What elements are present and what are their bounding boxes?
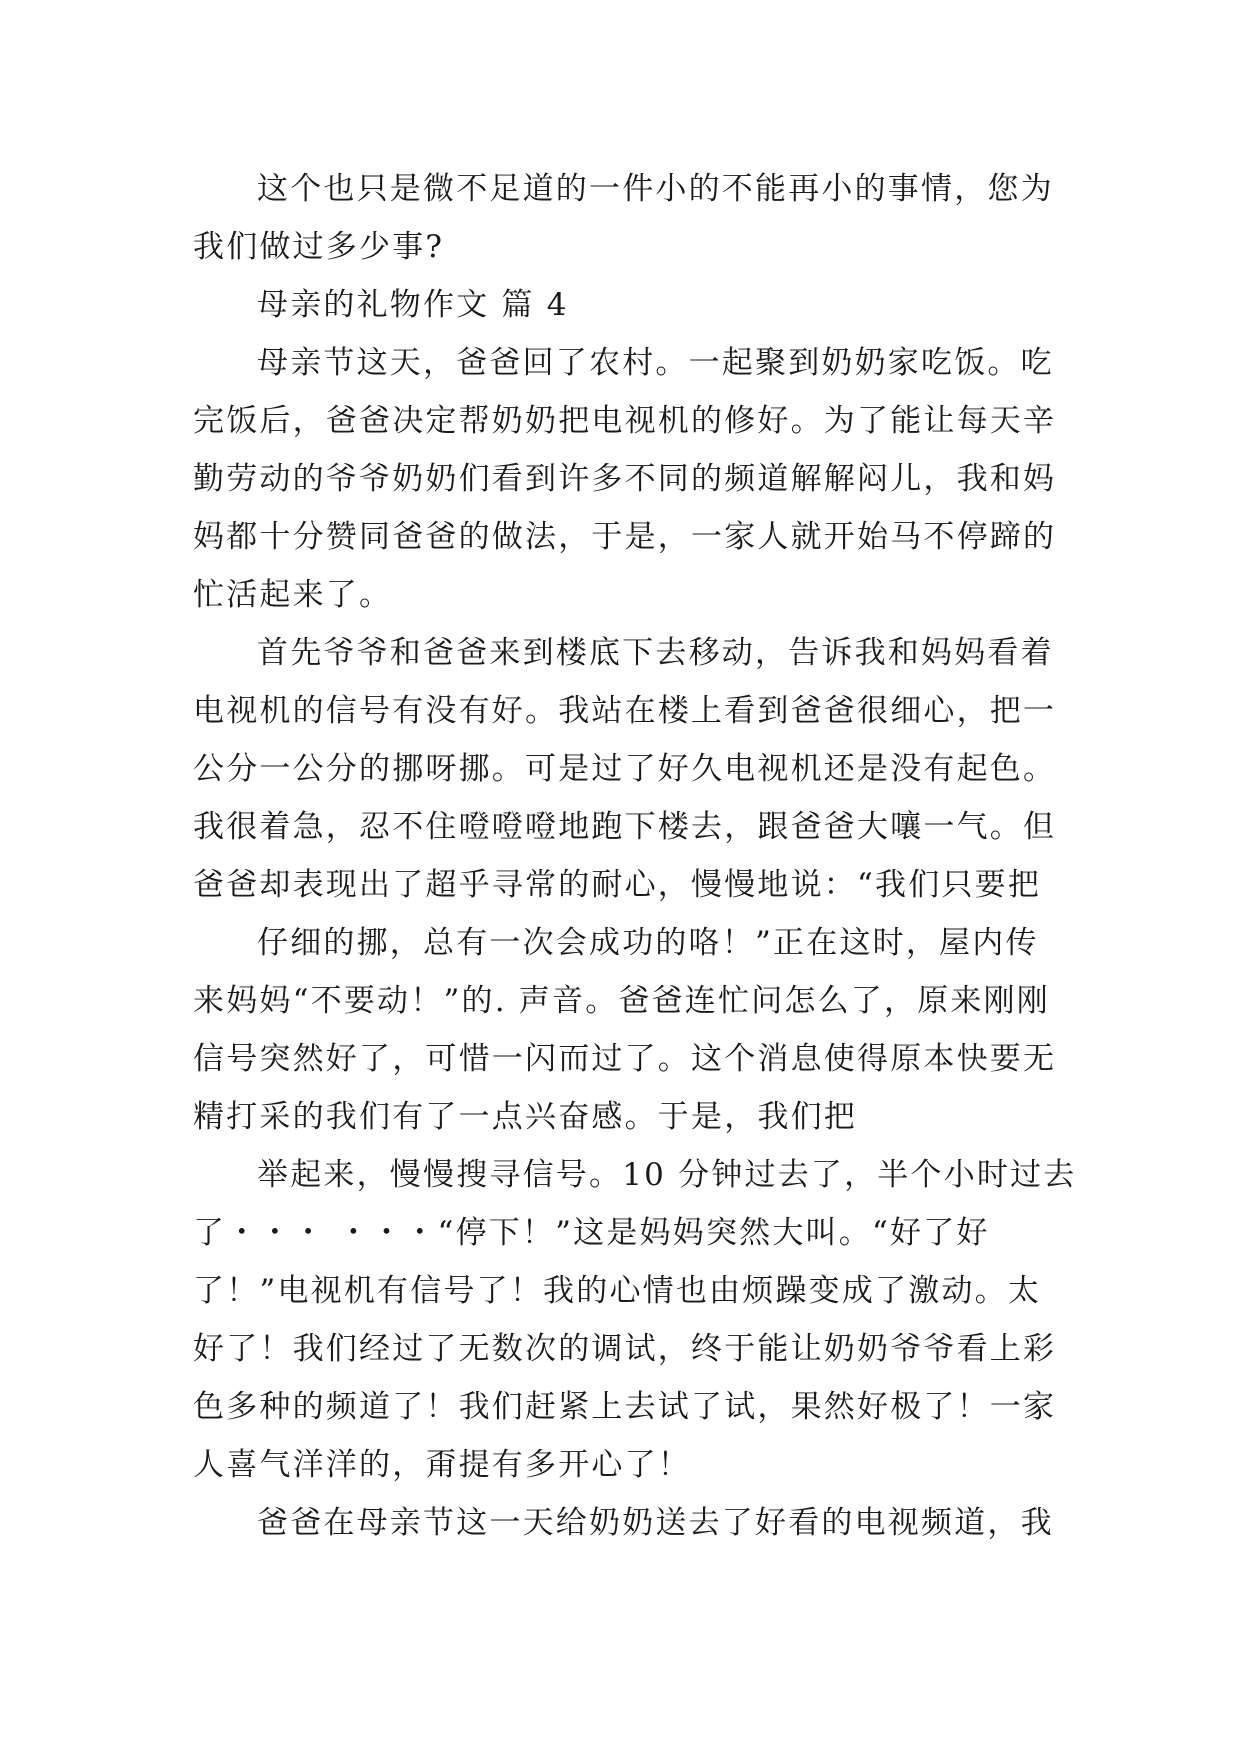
text-line: 妈都十分赞同爸爸的做法，于是，一家人就开始马不停蹄的 xyxy=(193,519,1057,555)
text-line: 忙活起来了。 xyxy=(193,577,393,613)
text-line: 了・・・ ・・・“停下！”这是妈妈突然大叫。“好了好 xyxy=(193,1215,990,1251)
text-line: 了！”电视机有信号了！我的心情也由烦躁变成了激动。太 xyxy=(193,1273,1042,1309)
text-line: 电视机的信号有没有好。我站在楼上看到爸爸很细心，把一 xyxy=(193,693,1057,729)
text-line: 我很着急，忍不住噔噔噔地跑下楼去，跟爸爸大嚷一气。但 xyxy=(193,809,1057,845)
text-line: 爸爸在母亲节这一天给奶奶送去了好看的电视频道，我 xyxy=(257,1505,1054,1541)
section-heading: 母亲的礼物作文 篇 4 xyxy=(257,287,569,323)
text-line: 我们做过多少事? xyxy=(193,229,445,265)
text-line: 爸爸却表现出了超乎寻常的耐心，慢慢地说：“我们只要把 xyxy=(193,867,1042,903)
text-line: 精打采的我们有了一点兴奋感。于是，我们把 xyxy=(193,1099,857,1135)
text-line: 信号突然好了，可惜一闪而过了。这个消息使得原本快要无 xyxy=(193,1041,1057,1077)
text-line: 勤劳动的爷爷奶奶们看到许多不同的频道解解闷儿，我和妈 xyxy=(193,461,1057,497)
text-line: 举起来，慢慢搜寻信号。10 分钟过去了，半个小时过去 xyxy=(257,1157,1077,1193)
text-line: 这个也只是微不足道的一件小的不能再小的事情，您为 xyxy=(257,171,1054,207)
text-line: 人喜气洋洋的，甭提有多开心了！ xyxy=(193,1447,691,1483)
text-line: 仔细的挪，总有一次会成功的咯！”正在这时，屋内传 xyxy=(257,925,1039,961)
text-line: 色多种的频道了！我们赶紧上去试了试，果然好极了！一家 xyxy=(193,1389,1057,1425)
text-line: 公分一公分的挪呀挪。可是过了好久电视机还是没有起色。 xyxy=(193,751,1057,787)
text-line: 来妈妈“不要动！”的. 声音。爸爸连忙问怎么了，原来刚刚 xyxy=(193,983,1051,1019)
text-line: 母亲节这天，爸爸回了农村。一起聚到奶奶家吃饭。吃 xyxy=(257,345,1054,381)
text-line: 好了！我们经过了无数次的调试，终于能让奶奶爷爷看上彩 xyxy=(193,1331,1057,1367)
text-line: 完饭后，爸爸决定帮奶奶把电视机的修好。为了能让每天辛 xyxy=(193,403,1057,439)
document-body xyxy=(193,160,1077,1552)
text-line: 首先爷爷和爸爸来到楼底下去移动，告诉我和妈妈看着 xyxy=(257,635,1054,671)
